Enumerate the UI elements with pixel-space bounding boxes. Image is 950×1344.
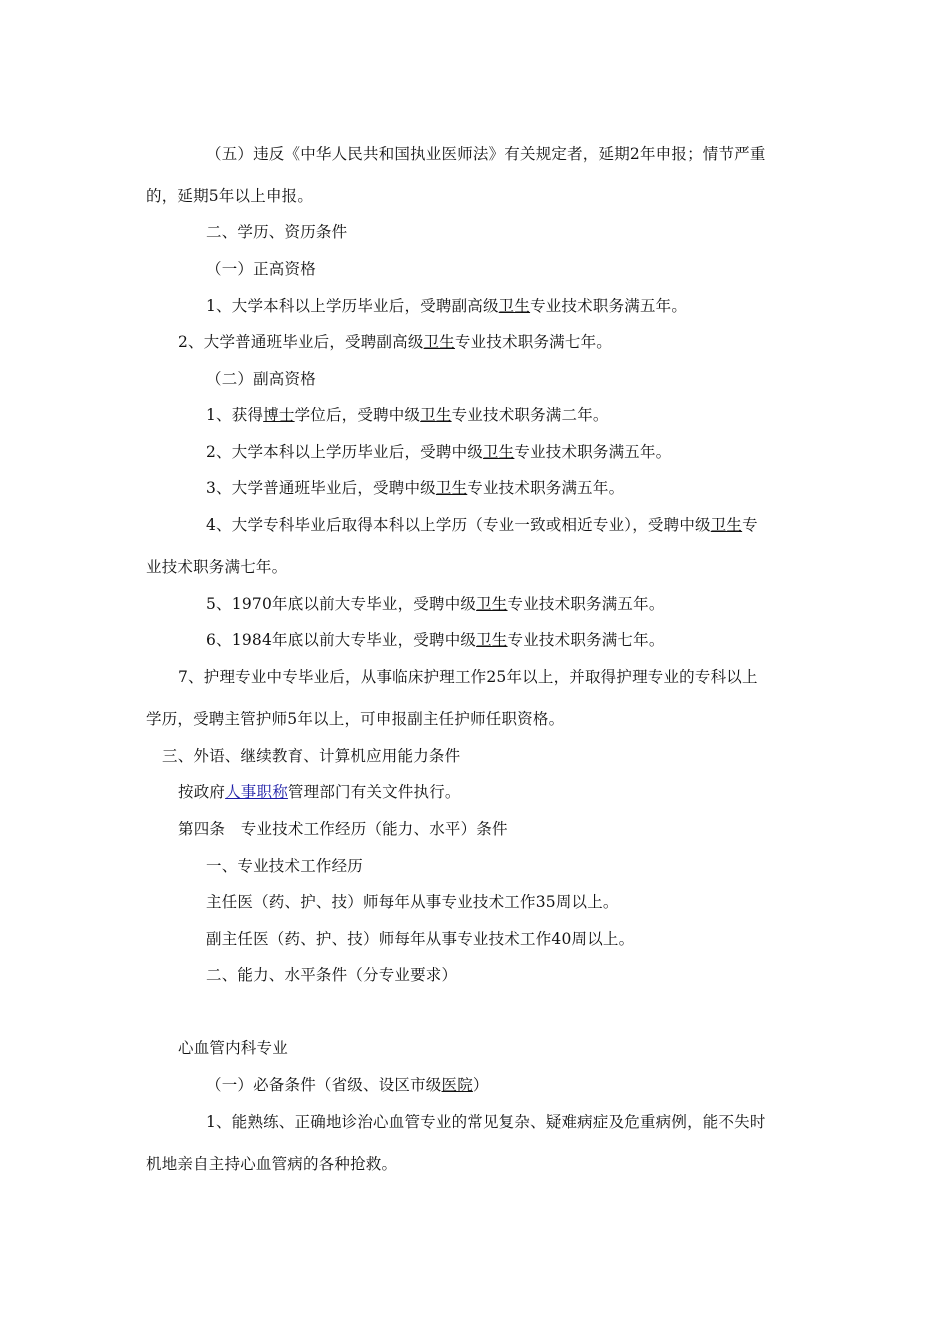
paragraph-line: 副主任医（药、护、技）师每年从事专业技术工作40周以上。 (206, 929, 635, 948)
list-item: 7、护理专业中专毕业后，从事临床护理工作25年以上，并取得护理专业的专科以上 (178, 667, 758, 686)
section-heading: 三、外语、继续教育、计算机应用能力条件 (162, 746, 461, 765)
list-item: 1、能熟练、正确地诊治心血管专业的常见复杂、疑难病症及危重病例，能不失时 (206, 1112, 766, 1131)
list-item: 1、大学本科以上学历毕业后，受聘副高级卫生专业技术职务满五年。 (206, 296, 688, 315)
hyperlink-weisheng[interactable]: 卫生 (482, 442, 515, 461)
paragraph-line: 业技术职务满七年。 (146, 557, 288, 576)
list-item: 4、大学专科毕业后取得本科以上学历（专业一致或相近专业），受聘中级卫生专 (206, 515, 758, 534)
list-item: 3、大学普通班毕业后，受聘中级卫生专业技术职务满五年。 (206, 478, 625, 497)
hyperlink-renshi-zhicheng[interactable]: 人事职称 (225, 782, 288, 801)
paragraph-line: 机地亲自主持心血管病的各种抢救。 (146, 1154, 398, 1173)
hyperlink-yiyuan[interactable]: 医院 (441, 1075, 473, 1094)
hyperlink-weisheng[interactable]: 卫生 (710, 515, 743, 534)
subsection-heading: （一）必备条件（省级、设区市级医院） (206, 1075, 489, 1094)
hyperlink-weisheng[interactable]: 卫生 (476, 630, 508, 649)
list-item: 6、1984年底以前大专毕业，受聘中级卫生专业技术职务满七年。 (206, 630, 665, 649)
hyperlink-weisheng[interactable]: 卫生 (498, 296, 531, 315)
subsection-heading: （二）副高资格 (206, 369, 316, 388)
list-item: 1、获得博士学位后，受聘中级卫生专业技术职务满二年。 (206, 405, 609, 424)
subsection-heading: （一）正高资格 (206, 259, 316, 278)
paragraph-line: （五）违反《中华人民共和国执业医师法》有关规定者，延期2年申报；情节严重 (206, 144, 766, 163)
paragraph-line: 按政府人事职称管理部门有关文件执行。 (178, 782, 461, 801)
hyperlink-boshi[interactable]: 博士 (263, 405, 295, 424)
section-heading: 二、能力、水平条件（分专业要求） (206, 965, 458, 984)
hyperlink-weisheng[interactable]: 卫生 (420, 405, 452, 424)
hyperlink-weisheng[interactable]: 卫生 (476, 594, 508, 613)
paragraph-line: 学历，受聘主管护师5年以上，可申报副主任护师任职资格。 (146, 709, 565, 728)
article-heading: 第四条 专业技术工作经历（能力、水平）条件 (178, 819, 508, 838)
hyperlink-weisheng[interactable]: 卫生 (435, 478, 468, 497)
hyperlink-weisheng[interactable]: 卫生 (423, 332, 455, 351)
paragraph-line: 的，延期5年以上申报。 (146, 186, 314, 205)
section-heading: 一、专业技术工作经历 (206, 856, 364, 875)
list-item: 2、大学普通班毕业后，受聘副高级卫生专业技术职务满七年。 (178, 332, 612, 351)
paragraph-line: 主任医（药、护、技）师每年从事专业技术工作35周以上。 (206, 892, 619, 911)
list-item: 5、1970年底以前大专毕业，受聘中级卫生专业技术职务满五年。 (206, 594, 665, 613)
specialty-heading: 心血管内科专业 (178, 1038, 288, 1057)
list-item: 2、大学本科以上学历毕业后，受聘中级卫生专业技术职务满五年。 (206, 442, 672, 461)
section-heading: 二、学历、资历条件 (206, 222, 348, 241)
